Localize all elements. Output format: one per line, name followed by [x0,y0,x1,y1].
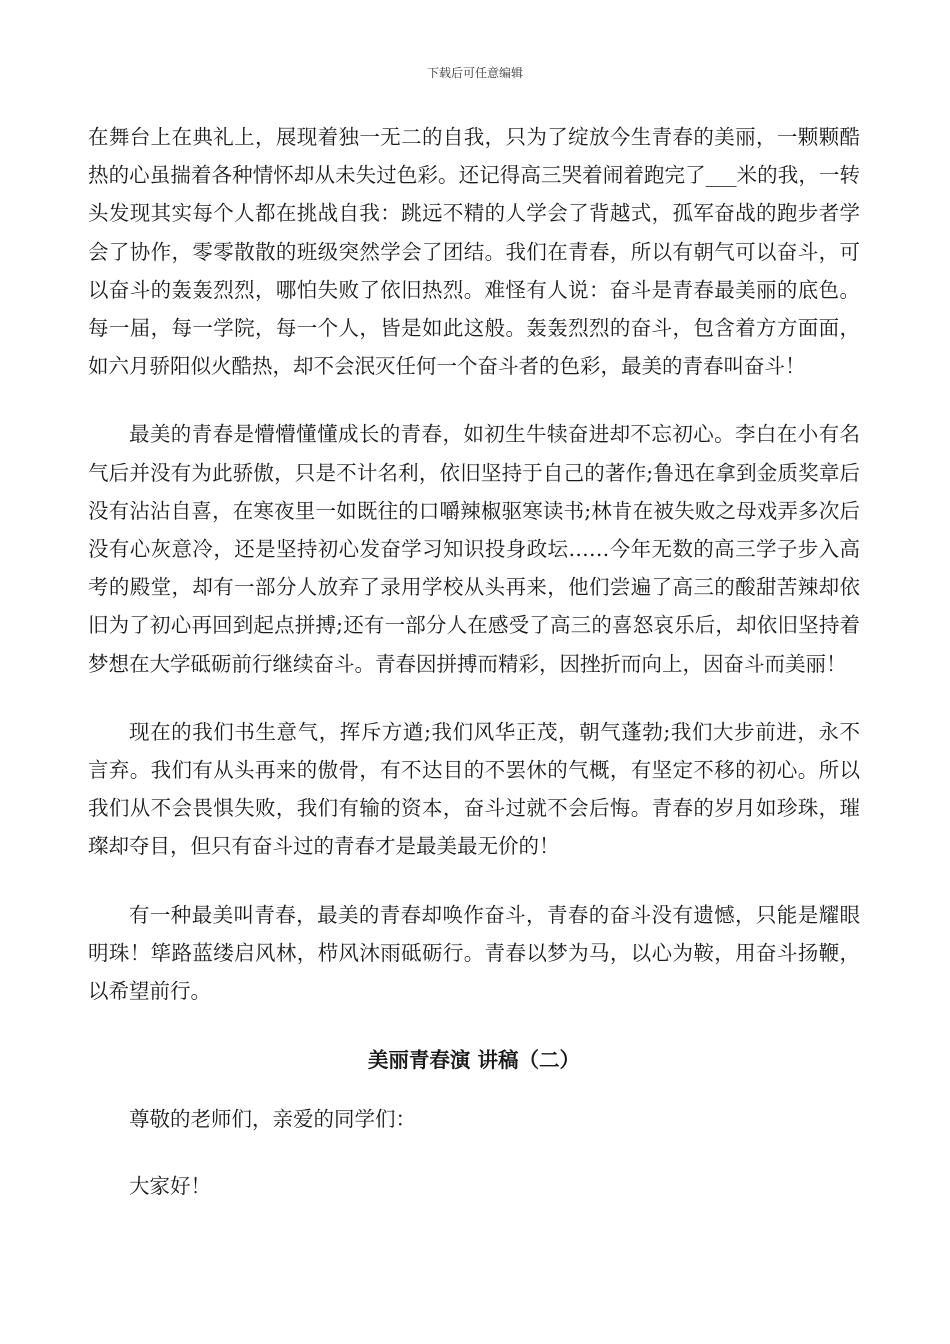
paragraph-2: 最美的青春是懵懵懂懂成长的青春，如初生牛犊奋进却不忘初心。李白在小有名气后并没有为此骄傲，只是不计名利，依旧坚持于自己的著作;鲁迅在拿到金质奖章后没有沾沾自喜，在寒夜里一如既往的口嚼辣椒驱寒读书;林肯在被失败之母戏弄多次后没有心灰意冷，还是坚持初心发奋学习知识投身政坛……今年无数的高三学子步入高考的殿堂，却有一部分人放弃了录用学校从头再来，他们尝遍了高三的酸甜苦辣却依旧为了初心再回到起点拼搏;还有一部分人在感受了高三的喜怒哀乐后，却依旧坚持着梦想在大学砥砺前行继续奋斗。青春因拼搏而精彩，因挫折而向上，因奋斗而美丽！ [88,422,860,676]
document-body [88,118,860,1205]
paragraph-1: 在舞台上在典礼上，展现着独一无二的自我，只为了绽放今生青春的美丽，一颗颗酷热的心虽揣着各种情怀却从未失过色彩。还记得高三哭着闹着跑完了___米的我，一转头发现其实每个人都在挑战自我：跳远不精的人学会了背越式，孤军奋战的跑步者学会了协作，零零散散的班级突然学会了团结。我们在青春，所以有朝气可以奋斗，可以奋斗的轰轰烈烈，哪怕失败了依旧热烈。难怪有人说：奋斗是青春最美丽的底色。每一届，每一学院，每一个人，皆是如此这般。轰轰烈烈的奋斗，包含着方方面面，如六月骄阳似火酷热，却不会泯灭任何一个奋斗者的色彩，最美的青春叫奋斗！ [88,125,860,379]
paragraph-3: 现在的我们书生意气，挥斥方遒;我们风华正茂，朝气蓬勃;我们大步前进，永不言弃。我们有从头再来的傲骨，有不达目的不罢休的气概，有坚定不移的初心。所以我们从不会畏惧失败，我们有输的资本，奋斗过就不会后悔。青春的岁月如珍珠，璀璨却夺目，但只有奋斗过的青春才是最美最无价的！ [88,719,860,859]
greeting: 大家好！ [129,1174,211,1199]
salutation: 尊敬的老师们，亲爱的同学们： [129,1107,416,1132]
page-header-note: 下载后可任意编辑 [426,66,523,80]
section-title: 美丽青春演 讲稿（二） [367,1048,581,1073]
paragraph-4: 有一种最美叫青春，最美的青春却唤作奋斗，青春的奋斗没有遗憾，只能是耀眼明珠！筚路蓝缕启风林，栉风沐雨砥砺行。青春以梦为马，以心为鞍，用奋斗扬鞭，以希望前行。 [88,902,860,1004]
